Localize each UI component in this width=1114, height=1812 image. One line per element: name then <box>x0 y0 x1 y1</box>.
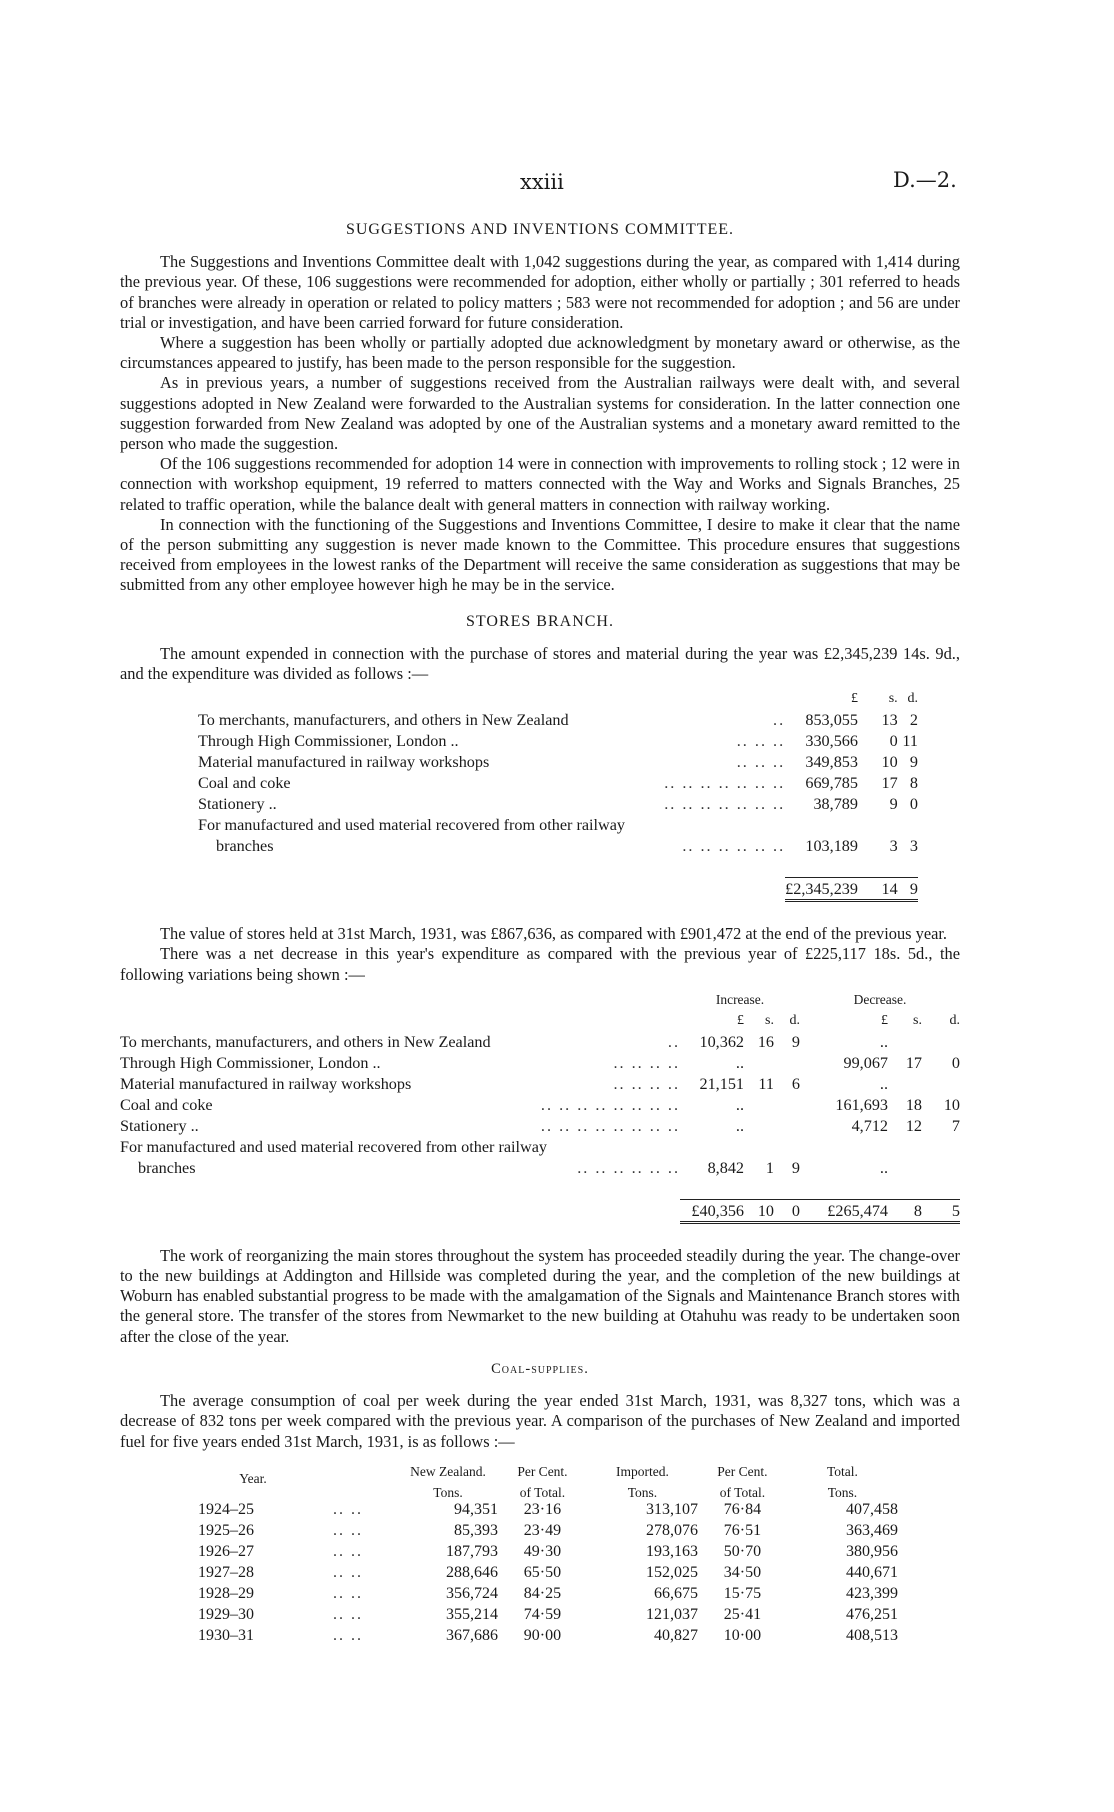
leader-dots: .. .. .. .. .. .. .. .. <box>540 1095 680 1114</box>
table-row <box>198 772 918 793</box>
nz-header: New Zealand. <box>410 1463 486 1479</box>
year-header: Year. <box>239 1471 267 1487</box>
pence-value: 11 <box>902 732 918 751</box>
year-cell: 1927–28 <box>198 1564 254 1582</box>
pence-header: d. <box>907 691 918 707</box>
total-tons-cell: 423,399 <box>846 1585 898 1603</box>
total-tons-cell: 380,956 <box>846 1543 898 1561</box>
shillings-value: 3 <box>889 837 898 856</box>
expenditure-total-row <box>198 878 918 901</box>
increase-shillings <box>744 1052 774 1073</box>
table-row <box>198 793 918 814</box>
table-row <box>198 730 918 751</box>
increase-total-shillings: 10 <box>744 1199 774 1222</box>
nz-pct-cell: 49·30 <box>523 1543 562 1561</box>
imported-unit-header: Tons. <box>627 1484 658 1500</box>
shillings-value: 17 <box>881 774 898 793</box>
variations-total-row <box>120 1199 960 1222</box>
imported-pct-cell: 76·84 <box>723 1501 762 1519</box>
pence-value: 8 <box>909 774 918 793</box>
total-tons-cell: 407,458 <box>846 1501 898 1519</box>
increase-pence <box>774 1115 800 1136</box>
leader-dots: .. .. .. <box>736 753 786 772</box>
row-label: Coal and coke <box>198 774 291 793</box>
table-row <box>198 1563 898 1584</box>
nz-tons-cell: 85,393 <box>454 1522 498 1540</box>
reorganization-paragraph: The work of reorganizing the main stores throughout the system has proceeded steadily during the year. The change-over to the new buildings at Addington and Hillside was completed during the year, and the completion of the new buildings at Woburn has enabled substantial progress to be made with the amalgamation of the Signals and Maintenance Branch stores with the general store. The transfer of the stores from Newmarket to the new building at Otahuhu was ready to be undertaken soon after the close of the year. <box>120 1245 960 1346</box>
row-label: To merchants, manufacturers, and others in New Zealand <box>198 711 569 730</box>
net-decrease-paragraph: There was a net decrease in this year's expenditure as compared with the previous year of £225,117 18s. 5d., the following variations being shown :— <box>120 944 960 984</box>
coal-table <box>198 1458 898 1647</box>
pence-value: 3 <box>909 837 918 856</box>
imported-tons-cell: 66,675 <box>653 1585 698 1603</box>
increase-pounds: 10,362 <box>699 1032 744 1051</box>
nz-tons-cell: 94,351 <box>454 1501 498 1519</box>
row-label: Stationery .. <box>198 795 277 814</box>
increase-shillings: 1 <box>765 1158 774 1177</box>
decrease-pounds: 161,693 <box>835 1095 888 1114</box>
table-row <box>198 1605 898 1626</box>
suggestions-heading: SUGGESTIONS AND INVENTIONS COMMITTEE. <box>345 221 735 238</box>
paragraph: In connection with the functioning of the Suggestions and Inventions Committee, I desire to make it clear that the name of the person submitting any suggestion is never made known to the Committee. This procedure ensures that suggestions received from employees in the lowest ranks of the Department will receive the same consideration as suggestions that may be submitted from any other employee however high he may be in the service. <box>120 514 960 595</box>
leader-dots: .. .. <box>333 1564 363 1582</box>
table-row <box>198 1542 898 1563</box>
table-row <box>198 709 918 730</box>
row-label: Stationery .. <box>120 1116 199 1135</box>
total-header: Total. <box>826 1463 858 1479</box>
shillings-value: 0 <box>889 732 898 751</box>
increase-header: Increase. <box>715 991 765 1007</box>
expenditure-header-row <box>198 688 918 709</box>
page-content <box>120 214 960 1647</box>
row-label-continued: branches <box>138 1158 196 1177</box>
shillings-header: s. <box>765 1012 774 1028</box>
nz-pct-unit-header: of Total. <box>519 1484 566 1500</box>
table-row <box>198 1500 898 1521</box>
decrease-pence: 7 <box>951 1116 960 1135</box>
imported-tons-cell: 152,025 <box>645 1564 698 1582</box>
imported-tons-cell: 313,107 <box>645 1501 698 1519</box>
pence-value: 9 <box>909 753 918 772</box>
total-tons-cell: 363,469 <box>846 1522 898 1540</box>
nz-pct-header: Per Cent. <box>517 1463 568 1479</box>
leader-dots: .. .. <box>333 1501 363 1519</box>
increase-pounds: .. <box>735 1053 744 1072</box>
pounds-value: 103,189 <box>805 837 858 856</box>
pounds-header: £ <box>881 1012 888 1028</box>
imported-pct-cell: 50·70 <box>723 1543 762 1561</box>
year-cell: 1924–25 <box>198 1501 254 1519</box>
imported-tons-cell: 278,076 <box>645 1522 698 1540</box>
nz-pct-cell: 74·59 <box>523 1606 562 1624</box>
row-label: For manufactured and used material recovered from other railway <box>120 1137 547 1156</box>
decrease-pounds: .. <box>879 1074 888 1093</box>
imported-pct-cell: 10·00 <box>723 1627 762 1645</box>
paragraph: As in previous years, a number of suggestions received from the Australian railways were dealt with, and several suggestions adopted in New Zealand were forwarded to the Australian systems for consideration. In the latter connection one suggestion forwarded from New Zealand was adopted by one of the Australian systems and a monetary award remitted to the person who made the suggestion. <box>120 373 960 454</box>
decrease-pounds: 4,712 <box>851 1116 888 1135</box>
nz-unit-header: Tons. <box>433 1484 463 1500</box>
leader-dots: .. .. <box>333 1627 363 1645</box>
year-cell: 1926–27 <box>198 1543 254 1561</box>
increase-shillings: 16 <box>757 1032 774 1051</box>
leader-dots: .. .. <box>333 1522 363 1540</box>
table-row <box>198 1521 898 1542</box>
nz-pct-cell: 23·49 <box>523 1522 562 1540</box>
row-label: Coal and coke <box>120 1095 213 1114</box>
imported-pct-cell: 15·75 <box>723 1585 762 1603</box>
pounds-value: 853,055 <box>805 711 858 730</box>
decrease-pence: 0 <box>951 1053 960 1072</box>
decrease-pounds: .. <box>879 1158 888 1177</box>
decrease-header: Decrease. <box>853 991 907 1007</box>
paragraph: The Suggestions and Inventions Committee dealt with 1,042 suggestions during the year, as compared with 1,414 during the previous year. Of these, 106 suggestions were recommended for adoption, either wholly or partially ; 301 referred to heads of branches were already in operation or related to policy matters ; 583 were not recommended for adoption ; and 56 are under trial or investigation, and have been carried forward for future consideration. <box>120 252 960 332</box>
shillings-value: 10 <box>881 753 898 772</box>
decrease-pounds: .. <box>879 1032 888 1051</box>
table-row <box>120 1031 960 1052</box>
increase-shillings: 11 <box>758 1074 774 1093</box>
leader-dots: .. .. .. .. .. .. .. <box>664 795 786 814</box>
year-cell: 1929–30 <box>198 1606 254 1624</box>
decrease-pence <box>922 1073 960 1094</box>
pounds-value: 38,789 <box>813 795 858 814</box>
nz-pct-cell: 65·50 <box>523 1564 562 1582</box>
shillings-value: 13 <box>881 711 898 730</box>
decrease-shillings <box>888 1073 922 1094</box>
decrease-total-shillings: 8 <box>888 1199 922 1222</box>
expenditure-table <box>198 688 918 902</box>
imported-header: Imported. <box>615 1463 669 1479</box>
nz-tons-cell: 367,686 <box>446 1627 498 1645</box>
leader-dots: .. .. .. .. .. .. .. .. <box>540 1116 680 1135</box>
increase-total-pence: 0 <box>774 1199 800 1222</box>
total-tons-cell: 440,671 <box>846 1564 898 1582</box>
leader-dots: .. .. .. .. .. .. .. <box>664 774 786 793</box>
pounds-value: 349,853 <box>805 753 858 772</box>
pounds-value: 669,785 <box>805 774 858 793</box>
table-row <box>120 1094 960 1115</box>
imported-pct-header: Per Cent. <box>717 1463 768 1479</box>
decrease-shillings: 17 <box>905 1053 922 1072</box>
increase-pounds: 21,151 <box>699 1074 744 1093</box>
nz-pct-cell: 23·16 <box>523 1501 562 1519</box>
pence-header: d. <box>789 1012 800 1028</box>
nz-tons-cell: 288,646 <box>446 1564 498 1582</box>
row-label: Through High Commissioner, London .. <box>198 732 459 751</box>
stores-intro: The amount expended in connection with the purchase of stores and material during the year was £2,345,239 14s. 9d., and the expenditure was divided as follows :— <box>120 643 960 684</box>
suggestions-body <box>120 252 960 595</box>
increase-shillings <box>744 1115 774 1136</box>
shillings-header: s. <box>913 1012 922 1028</box>
increase-pounds: 8,842 <box>707 1158 744 1177</box>
total-shillings: 14 <box>858 878 898 901</box>
increase-pence <box>774 1052 800 1073</box>
decrease-pence <box>922 1031 960 1052</box>
imported-pct-cell: 76·51 <box>723 1522 762 1540</box>
imported-pct-unit-header: of Total. <box>719 1484 766 1500</box>
document-reference: D.—2. <box>893 168 957 192</box>
pounds-value: 330,566 <box>805 732 858 751</box>
table-row <box>198 751 918 772</box>
pence-value: 0 <box>909 795 918 814</box>
imported-tons-cell: 40,827 <box>653 1627 698 1645</box>
decrease-pence: 10 <box>943 1095 960 1114</box>
table-row <box>120 1052 960 1073</box>
year-cell: 1928–29 <box>198 1585 254 1603</box>
row-label: For manufactured and used material recovered from other railway <box>198 816 625 835</box>
imported-pct-cell: 34·50 <box>723 1564 762 1582</box>
table-row <box>198 1626 898 1647</box>
decrease-total-pounds: £265,474 <box>800 1199 888 1222</box>
increase-pence: 9 <box>791 1032 800 1051</box>
nz-tons-cell: 187,793 <box>446 1543 498 1561</box>
shillings-header: s. <box>888 691 898 707</box>
imported-pct-cell: 25·41 <box>723 1606 762 1624</box>
pence-value: 2 <box>909 711 918 730</box>
nz-pct-cell: 90·00 <box>523 1627 562 1645</box>
leader-dots: .. <box>773 711 786 730</box>
decrease-shillings: 12 <box>905 1116 922 1135</box>
row-label: Material manufactured in railway workshops <box>120 1074 412 1093</box>
year-cell: 1925–26 <box>198 1522 254 1540</box>
table-row <box>120 1115 960 1136</box>
increase-pounds: .. <box>735 1095 744 1114</box>
coal-intro: The average consumption of coal per week during the year ended 31st March, 1931, was 8,327 tons, which was a decrease of 832 tons per week compared with the previous year. A comparison of the purchases of New Zealand and imported fuel for five years ended 31st March, 1931, is as follows :— <box>120 1391 960 1451</box>
leader-dots: .. .. .. .. <box>613 1074 680 1093</box>
pounds-header: £ <box>737 1012 744 1028</box>
row-label: To merchants, manufacturers, and others in New Zealand <box>120 1032 491 1051</box>
table-row <box>198 835 918 856</box>
paragraph: Where a suggestion has been wholly or partially adopted due acknowledgment by monetary award or otherwise, as the circumstances appeared to justify, has been made to the person responsible for the suggestion. <box>120 333 960 373</box>
page-number: xxiii <box>520 170 564 194</box>
imported-tons-cell: 121,037 <box>645 1606 698 1624</box>
leader-dots: .. .. .. .. <box>613 1053 680 1072</box>
table-row <box>120 1136 960 1157</box>
row-label-continued: branches <box>216 837 274 856</box>
total-unit-header: Tons. <box>827 1484 858 1500</box>
increase-total-pounds: £40,356 <box>680 1199 744 1222</box>
table-row <box>198 814 918 835</box>
shillings-value: 9 <box>889 795 898 814</box>
leader-dots: .. .. <box>333 1606 363 1624</box>
total-tons-cell: 408,513 <box>846 1627 898 1645</box>
decrease-total-pence: 5 <box>922 1199 960 1222</box>
increase-pence <box>774 1094 800 1115</box>
leader-dots: .. .. .. .. .. .. <box>577 1158 680 1177</box>
total-tons-cell: 476,251 <box>846 1606 898 1624</box>
stores-value-paragraph: The value of stores held at 31st March, 1931, was £867,636, as compared with £901,472 at the end of the previous year. <box>160 924 948 944</box>
increase-pence: 9 <box>791 1158 800 1177</box>
pence-header: d. <box>949 1012 960 1028</box>
variations-units-row <box>120 1010 960 1031</box>
leader-dots: .. <box>667 1032 680 1051</box>
increase-pounds: .. <box>735 1116 744 1135</box>
nz-tons-cell: 356,724 <box>446 1585 498 1603</box>
row-label: Through High Commissioner, London .. <box>120 1053 381 1072</box>
imported-tons-cell: 193,163 <box>645 1543 698 1561</box>
increase-pence: 6 <box>791 1074 800 1093</box>
decrease-pounds: 99,067 <box>843 1053 888 1072</box>
leader-dots: .. .. <box>333 1543 363 1561</box>
row-label: Material manufactured in railway workshops <box>198 753 490 772</box>
nz-pct-cell: 84·25 <box>523 1585 562 1603</box>
decrease-shillings <box>888 1031 922 1052</box>
coal-header-row-2 <box>198 1479 898 1500</box>
table-row <box>198 1584 898 1605</box>
decrease-shillings: 18 <box>905 1095 922 1114</box>
variations-table <box>120 989 960 1224</box>
coal-supplies-heading: Coal-supplies. <box>491 1360 589 1377</box>
year-cell: 1930–31 <box>198 1627 254 1645</box>
leader-dots: .. .. <box>333 1585 363 1603</box>
increase-shillings <box>744 1094 774 1115</box>
table-row <box>120 1157 960 1178</box>
paragraph: Of the 106 suggestions recommended for adoption 14 were in connection with improvements to rolling stock ; 12 were in connection with workshop equipment, 19 referred to matters connected with the Way and Works and Signals Branches, 25 related to traffic operation, while the balance dealt with general matters in connection with railway working. <box>120 454 960 514</box>
pounds-header: £ <box>850 691 858 707</box>
stores-heading: STORES BRANCH. <box>466 612 614 630</box>
coal-header-row <box>198 1458 898 1479</box>
table-row <box>120 1073 960 1094</box>
leader-dots: .. .. .. .. .. .. <box>682 837 786 856</box>
total-pence: 9 <box>898 878 918 901</box>
leader-dots: .. .. .. <box>736 732 786 751</box>
total-pounds: £2,345,239 <box>785 878 858 901</box>
nz-tons-cell: 355,214 <box>446 1606 498 1624</box>
variations-header-row <box>120 989 960 1010</box>
